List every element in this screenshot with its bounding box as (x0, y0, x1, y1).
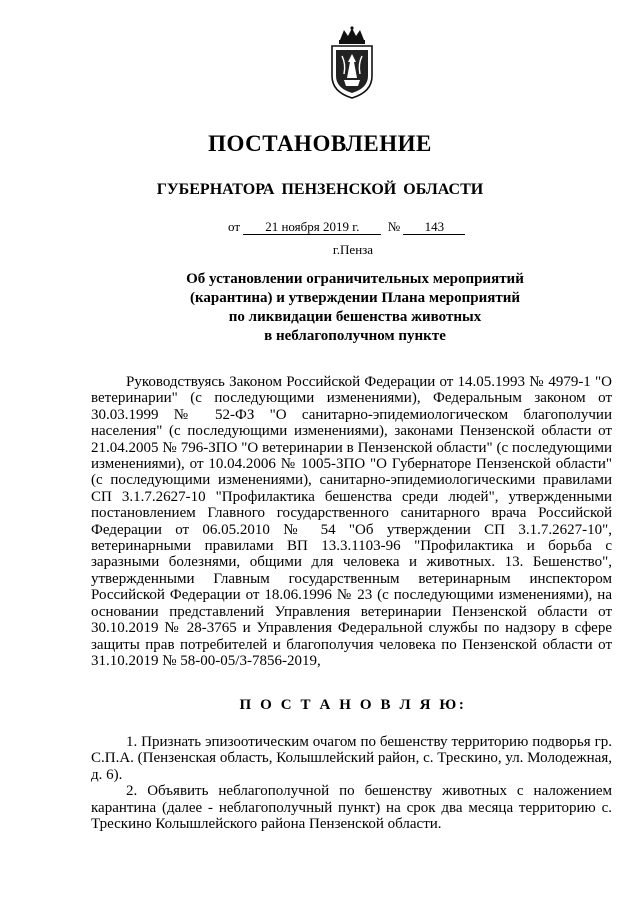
resolution-item: 2. Объявить неблагополучной по бешенству животных с наложением карантина (далее - неблагополучный пункт) на срок два месяца территорию с. Трескино Колышлейского района Пензенской области. (91, 783, 612, 833)
document-number: 143 (403, 219, 465, 235)
heading-line: по ликвидации бешенства животных (228, 309, 482, 325)
date-number-line (228, 219, 465, 235)
resolution-item: 1. Признать эпизоотическим очагом по бешенству территорию подворья гр. С.П.А. (Пензенская область, Колышлейский район, с. Трескино, ул. Молодежная, д. 6). (91, 734, 612, 783)
document-heading (150, 270, 560, 346)
heading-line: Об установлении ограничительных мероприятий (186, 271, 524, 287)
heading-line: в неблагополучном пункте (264, 328, 446, 344)
date-prefix: от (228, 219, 241, 234)
document-city: г.Пенза (332, 242, 374, 257)
document-date: 21 ноября 2019 г. (243, 219, 381, 235)
number-prefix: № (387, 219, 401, 234)
preamble (91, 374, 612, 669)
document-title: ПОСТАНОВЛЕНИЕ (208, 131, 432, 156)
resolve-heading: П О С Т А Н О В Л Я Ю: (239, 697, 467, 713)
document-subtitle: ГУБЕРНАТОРА ПЕНЗЕНСКОЙ ОБЛАСТИ (156, 181, 484, 198)
penza-coat-of-arms-icon (326, 26, 378, 100)
preamble-paragraph: Руководствуясь Законом Российской Федерации от 14.05.1993 № 4979-1 "О ветеринарии" (с последующими изменениями), Федеральным законом от 30.03.1999 № 52-ФЗ "О санитарно-эпидемиологическом благополучии населения" (с последующими изменениями), законами Пензенской области от 21.04.2005 № 796-ЗПО "О ветеринарии в Пензенской области" (с последующими изменениями), от 10.04.2006 № 1005-ЗПО "О Губернаторе Пензенской области" (с последующими изменениями), санитарно-эпидемиологическими правилами СП 3.1.7.2627-10 "Профилактика бешенства среди людей", утвержденными постановлением Главного государственного санитарного врача Российской Федерации от 06.05.2010 № 54 "Об утверждении СП 3.1.7.2627-10", ветеринарными правилами ВП 13.3.1103-96 "Профилактика и борьба с заразными болезнями, общими для человека и животных. 13. Бешенство", утвержденными Главным государственным ветеринарным инспектором Российской Федерации от 18.06.1996 № 23 (с последующими изменениями), на основании представлений Управления ветеринарии Пензенской области от 30.10.2019 № 28-3765 и Управления Федеральной службы по надзору в сфере защиты прав потребителей и благополучия человека по Пензенской области от 31.10.2019 № 58-00-05/3-7856-2019, (91, 374, 612, 669)
heading-line: (карантина) и утверждении Плана мероприятий (189, 290, 521, 306)
resolution-items (91, 734, 612, 832)
